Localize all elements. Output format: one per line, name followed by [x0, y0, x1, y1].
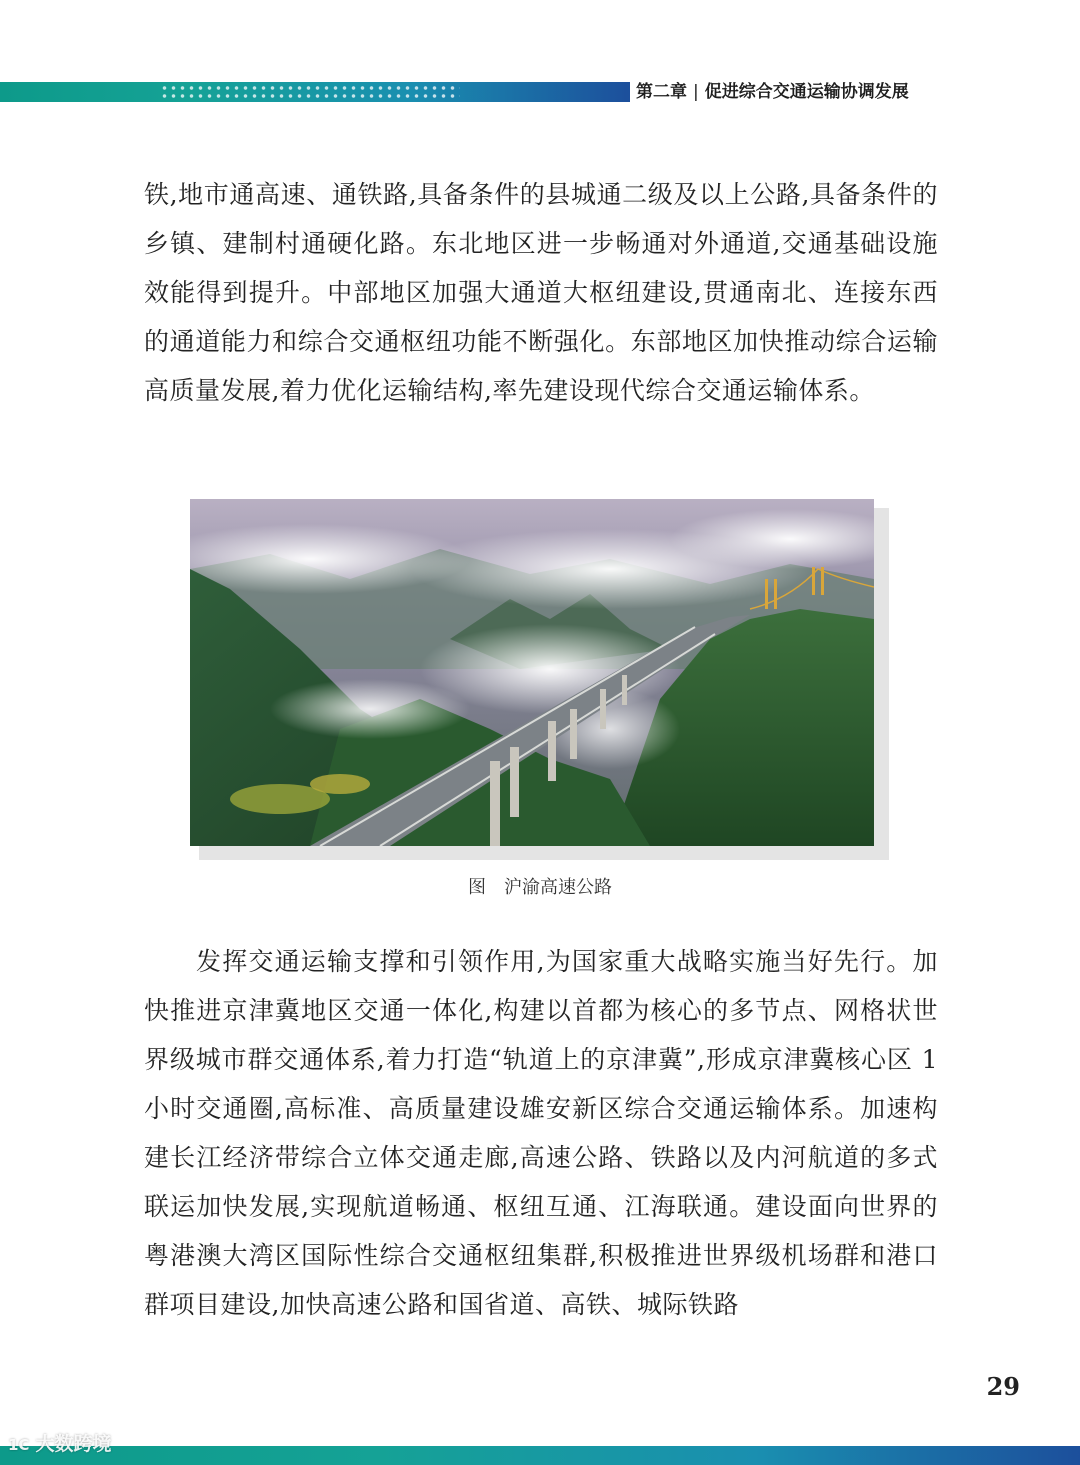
- watermark: [8, 1430, 111, 1458]
- figure-caption: [0, 873, 1080, 899]
- highway-photo: [190, 499, 874, 846]
- figure-label: 图: [468, 877, 486, 898]
- body-paragraph-1: 铁,地市通高速、通铁路,具备条件的县城通二级及以上公路,具备条件的乡镇、建制村通硬化路。东北地区进一步畅通对外通道,交通基础设施效能得到提升。中部地区加强大通道大枢纽建设,贯通南北、连接东西的通道能力和综合交通枢纽功能不断强化。东部地区加快推动综合运输高质量发展,着力优化运输结构,率先建设现代综合交通运输体系。: [144, 180, 938, 405]
- header-dot-pattern: [160, 84, 460, 100]
- figure-caption-text: 沪渝高速公路: [504, 877, 612, 898]
- header-separator: |: [693, 82, 699, 102]
- chapter-title: 促进综合交通运输协调发展: [704, 82, 909, 102]
- body-paragraph-2: 发挥交通运输支撑和引领作用,为国家重大战略实施当好先行。加快推进京津冀地区交通一体化,构建以首都为核心的多节点、网格状世界级城市群交通体系,着力打造“轨道上的京津冀”,形成京津冀核心区 1 小时交通圈,高标准、高质量建设雄安新区综合交通运输体系。加速构建长江经济带综合立体交通走廊,高速公路、铁路以及内河航道的多式联运加快发展,实现航道畅通、枢纽互通、江海联通。建设面向世界的粤港澳大湾区国际性综合交通枢纽集群,积极推进世界级机场群和港口群项目建设,加快高速公路和国省道、高铁、城际铁路: [144, 947, 938, 1319]
- page-number: 29: [986, 1372, 1020, 1401]
- footer-color-band: [0, 1446, 1080, 1465]
- watermark-text: 大数跨境: [35, 1433, 112, 1455]
- running-header: [636, 80, 909, 104]
- watermark-logo-icon: 1C: [8, 1436, 30, 1454]
- chapter-number: 第二章: [636, 82, 687, 102]
